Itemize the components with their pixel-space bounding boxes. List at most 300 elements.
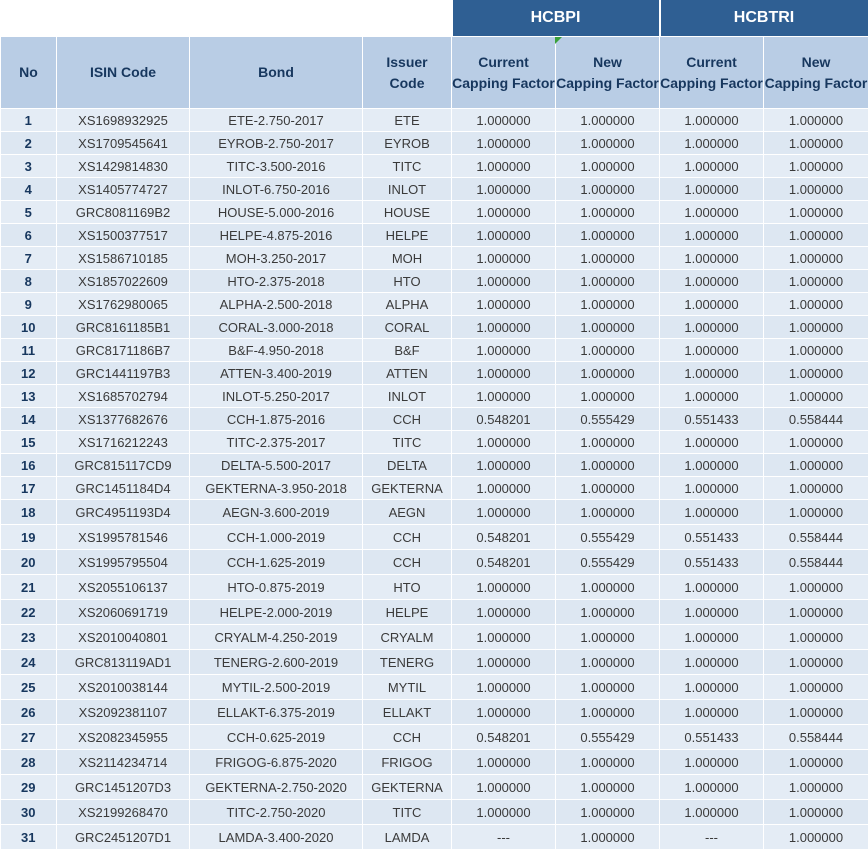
cell-bond[interactable]: CCH-1.625-2019 (190, 550, 363, 575)
cell-issuer[interactable]: AEGN (363, 500, 452, 525)
table-row (1, 625, 868, 650)
cell-isin[interactable]: XS2114234714 (57, 750, 190, 775)
cell-issuer[interactable]: ETE (363, 109, 452, 132)
cell-hcbpi-current[interactable]: 1.000000 (452, 750, 556, 775)
cell-no[interactable]: 28 (1, 750, 57, 775)
cell-hcbpi-new[interactable]: 1.000000 (556, 650, 660, 675)
cell-isin[interactable]: XS1716212243 (57, 431, 190, 454)
col-hcbpi-new-l1: New (593, 54, 622, 70)
cell-no[interactable]: 15 (1, 431, 57, 454)
cell-isin[interactable]: XS2010040801 (57, 625, 190, 650)
cell-bond[interactable]: TITC-2.375-2017 (190, 431, 363, 454)
cell-hcbpi-new[interactable]: 1.000000 (556, 316, 660, 339)
cell-hcbpi-current[interactable]: 1.000000 (452, 454, 556, 477)
cell-hcbtri-new[interactable]: 1.000000 (764, 500, 868, 525)
cell-issuer[interactable]: CRYALM (363, 625, 452, 650)
cell-hcbtri-new[interactable]: 1.000000 (764, 247, 868, 270)
cell-no[interactable]: 5 (1, 201, 57, 224)
cell-isin[interactable]: XS1685702794 (57, 385, 190, 408)
cell-hcbtri-current[interactable]: 0.551433 (660, 550, 764, 575)
cell-hcbpi-current[interactable]: 0.548201 (452, 550, 556, 575)
cell-hcbpi-new[interactable]: 1.000000 (556, 675, 660, 700)
table-row (1, 725, 868, 750)
cell-hcbpi-current[interactable]: 0.548201 (452, 525, 556, 550)
cell-hcbpi-new[interactable]: 1.000000 (556, 155, 660, 178)
cell-bond[interactable]: INLOT-5.250-2017 (190, 385, 363, 408)
cell-hcbpi-new[interactable]: 1.000000 (556, 270, 660, 293)
table-row (1, 525, 868, 550)
cell-hcbtri-new[interactable]: 1.000000 (764, 362, 868, 385)
cell-hcbtri-new[interactable]: 1.000000 (764, 477, 868, 500)
cell-isin[interactable]: GRC1441197B3 (57, 362, 190, 385)
cell-hcbtri-current[interactable]: 0.551433 (660, 525, 764, 550)
cell-bond[interactable]: CCH-1.000-2019 (190, 525, 363, 550)
col-hcbpi-current[interactable] (452, 37, 556, 109)
cell-hcbpi-new[interactable]: 1.000000 (556, 132, 660, 155)
cell-hcbtri-new[interactable]: 0.558444 (764, 525, 868, 550)
table-row (1, 454, 868, 477)
cell-no[interactable]: 10 (1, 316, 57, 339)
cell-no[interactable]: 19 (1, 525, 57, 550)
cell-bond[interactable]: CCH-0.625-2019 (190, 725, 363, 750)
cell-hcbtri-current[interactable]: 1.000000 (660, 362, 764, 385)
cell-hcbpi-current[interactable]: 0.548201 (452, 408, 556, 431)
cell-bond[interactable]: HOUSE-5.000-2016 (190, 201, 363, 224)
cell-hcbpi-new[interactable]: 1.000000 (556, 201, 660, 224)
cell-issuer[interactable]: TENERG (363, 650, 452, 675)
cell-hcbtri-new[interactable]: 1.000000 (764, 675, 868, 700)
cell-hcbpi-current[interactable]: 1.000000 (452, 201, 556, 224)
cell-hcbpi-current[interactable]: 1.000000 (452, 650, 556, 675)
cell-no[interactable]: 9 (1, 293, 57, 316)
cell-isin[interactable]: XS2082345955 (57, 725, 190, 750)
cell-no[interactable]: 17 (1, 477, 57, 500)
cell-hcbpi-new[interactable]: 1.000000 (556, 825, 660, 850)
cell-hcbpi-current[interactable]: 1.000000 (452, 155, 556, 178)
cell-hcbtri-current[interactable]: 1.000000 (660, 625, 764, 650)
cell-hcbtri-new[interactable]: 1.000000 (764, 201, 868, 224)
col-hcbtri-new-l1: New (802, 54, 831, 70)
cell-issuer[interactable]: HTO (363, 575, 452, 600)
cell-hcbtri-new[interactable]: 1.000000 (764, 385, 868, 408)
cell-no[interactable]: 21 (1, 575, 57, 600)
cell-issuer[interactable]: ELLAKT (363, 700, 452, 725)
cell-bond[interactable]: HTO-2.375-2018 (190, 270, 363, 293)
cell-bond[interactable]: CCH-1.875-2016 (190, 408, 363, 431)
cell-hcbpi-new[interactable]: 0.555429 (556, 408, 660, 431)
cell-issuer[interactable]: HELPE (363, 600, 452, 625)
table-row (1, 132, 868, 155)
cell-hcbpi-new[interactable]: 1.000000 (556, 178, 660, 201)
cell-isin[interactable]: XS1857022609 (57, 270, 190, 293)
cell-hcbpi-current[interactable]: 1.000000 (452, 224, 556, 247)
table-row (1, 600, 868, 625)
cell-hcbtri-new[interactable]: 1.000000 (764, 270, 868, 293)
cell-hcbtri-current[interactable]: 1.000000 (660, 178, 764, 201)
cell-hcbtri-new[interactable]: 1.000000 (764, 800, 868, 825)
cell-hcbtri-current[interactable]: 1.000000 (660, 385, 764, 408)
col-hcbpi-current-l1: Current (478, 54, 529, 70)
cell-bond[interactable]: MOH-3.250-2017 (190, 247, 363, 270)
cell-issuer[interactable]: ALPHA (363, 293, 452, 316)
cell-hcbpi-current[interactable]: 1.000000 (452, 316, 556, 339)
cell-hcbtri-current[interactable]: 0.551433 (660, 725, 764, 750)
cell-no[interactable]: 31 (1, 825, 57, 850)
cell-issuer[interactable]: INLOT (363, 385, 452, 408)
col-issuer-l1: Issuer (386, 54, 427, 70)
cell-issuer[interactable]: GEKTERNA (363, 477, 452, 500)
cell-hcbpi-current[interactable]: 0.548201 (452, 725, 556, 750)
cell-isin[interactable]: XS2092381107 (57, 700, 190, 725)
cell-hcbtri-new[interactable]: 1.000000 (764, 431, 868, 454)
cell-no[interactable]: 18 (1, 500, 57, 525)
col-isin[interactable]: ISIN Code (57, 37, 190, 109)
cell-hcbpi-current[interactable]: 1.000000 (452, 575, 556, 600)
table-row (1, 700, 868, 725)
cell-hcbtri-new[interactable]: 1.000000 (764, 625, 868, 650)
cell-hcbtri-new[interactable]: 0.558444 (764, 550, 868, 575)
table-row (1, 224, 868, 247)
cell-isin[interactable]: XS1995795504 (57, 550, 190, 575)
table-row (1, 550, 868, 575)
col-issuer[interactable] (363, 37, 452, 109)
cell-isin[interactable]: GRC2451207D1 (57, 825, 190, 850)
col-hcbtri-current-l1: Current (686, 54, 737, 70)
cell-hcbpi-current[interactable]: --- (452, 825, 556, 850)
cell-hcbtri-current[interactable]: 1.000000 (660, 750, 764, 775)
cell-isin[interactable]: XS2060691719 (57, 600, 190, 625)
cell-hcbpi-current[interactable]: 1.000000 (452, 600, 556, 625)
cell-no[interactable]: 16 (1, 454, 57, 477)
col-hcbtri-current-l2: Capping Factor (660, 75, 763, 91)
cell-issuer[interactable]: HELPE (363, 224, 452, 247)
cell-no[interactable]: 30 (1, 800, 57, 825)
cell-no[interactable]: 2 (1, 132, 57, 155)
cell-bond[interactable]: INLOT-6.750-2016 (190, 178, 363, 201)
cell-bond[interactable]: TITC-3.500-2016 (190, 155, 363, 178)
cell-issuer[interactable]: TITC (363, 800, 452, 825)
cell-bond[interactable]: ATTEN-3.400-2019 (190, 362, 363, 385)
cell-hcbtri-current[interactable]: 1.000000 (660, 600, 764, 625)
cell-bond[interactable]: HELPE-4.875-2016 (190, 224, 363, 247)
cell-hcbtri-current[interactable]: 0.551433 (660, 408, 764, 431)
cell-no[interactable]: 4 (1, 178, 57, 201)
cell-hcbpi-new[interactable]: 1.000000 (556, 109, 660, 132)
cell-issuer[interactable]: FRIGOG (363, 750, 452, 775)
group-hcbtri: HCBTRI (660, 0, 868, 37)
cell-isin[interactable]: XS1709545641 (57, 132, 190, 155)
cell-issuer[interactable]: LAMDA (363, 825, 452, 850)
col-hcbpi-new[interactable] (556, 37, 660, 109)
group-hcbpi: HCBPI (452, 0, 660, 37)
cell-hcbtri-current[interactable]: 1.000000 (660, 339, 764, 362)
table-row (1, 339, 868, 362)
table-row (1, 800, 868, 825)
cell-hcbpi-current[interactable]: 1.000000 (452, 109, 556, 132)
cell-hcbtri-current[interactable]: 1.000000 (660, 454, 764, 477)
cell-hcbtri-current[interactable]: 1.000000 (660, 293, 764, 316)
cell-no[interactable]: 13 (1, 385, 57, 408)
cell-no[interactable]: 12 (1, 362, 57, 385)
cell-issuer[interactable]: HTO (363, 270, 452, 293)
cell-hcbpi-new[interactable]: 1.000000 (556, 800, 660, 825)
table-row (1, 775, 868, 800)
cell-hcbtri-new[interactable]: 1.000000 (764, 109, 868, 132)
cell-isin[interactable]: GRC8161185B1 (57, 316, 190, 339)
cell-hcbtri-new[interactable]: 1.000000 (764, 600, 868, 625)
cell-bond[interactable]: ETE-2.750-2017 (190, 109, 363, 132)
cell-hcbpi-new[interactable]: 0.555429 (556, 525, 660, 550)
cell-bond[interactable]: TITC-2.750-2020 (190, 800, 363, 825)
cell-hcbtri-current[interactable]: 1.000000 (660, 775, 764, 800)
col-issuer-l2: Code (390, 75, 425, 91)
cell-hcbpi-current[interactable]: 1.000000 (452, 500, 556, 525)
cell-hcbpi-new[interactable]: 1.000000 (556, 775, 660, 800)
cell-hcbtri-current[interactable]: 1.000000 (660, 675, 764, 700)
cell-isin[interactable]: XS1500377517 (57, 224, 190, 247)
group-header-row (1, 0, 868, 37)
col-no[interactable]: No (1, 37, 57, 109)
cell-hcbtri-new[interactable]: 1.000000 (764, 775, 868, 800)
cell-issuer[interactable]: CCH (363, 725, 452, 750)
cell-no[interactable]: 26 (1, 700, 57, 725)
cell-no[interactable]: 22 (1, 600, 57, 625)
cell-hcbpi-new[interactable]: 1.000000 (556, 625, 660, 650)
cell-hcbpi-new[interactable]: 1.000000 (556, 385, 660, 408)
cell-issuer[interactable]: TITC (363, 155, 452, 178)
cell-bond[interactable]: LAMDA-3.400-2020 (190, 825, 363, 850)
table-row (1, 750, 868, 775)
cell-comment-marker (555, 37, 562, 44)
cell-no[interactable]: 7 (1, 247, 57, 270)
cell-bond[interactable]: HTO-0.875-2019 (190, 575, 363, 600)
cell-isin[interactable]: XS1405774727 (57, 178, 190, 201)
cell-hcbtri-current[interactable]: 1.000000 (660, 270, 764, 293)
cell-isin[interactable]: GRC1451207D3 (57, 775, 190, 800)
cell-issuer[interactable]: EYROB (363, 132, 452, 155)
cell-hcbpi-current[interactable]: 1.000000 (452, 431, 556, 454)
cell-hcbpi-new[interactable]: 1.000000 (556, 600, 660, 625)
cell-hcbtri-new[interactable]: 1.000000 (764, 825, 868, 850)
cell-bond[interactable]: ALPHA-2.500-2018 (190, 293, 363, 316)
cell-issuer[interactable]: ATTEN (363, 362, 452, 385)
cell-hcbtri-current[interactable]: 1.000000 (660, 224, 764, 247)
cell-isin[interactable]: GRC4951193D4 (57, 500, 190, 525)
cell-hcbpi-current[interactable]: 1.000000 (452, 339, 556, 362)
cell-no[interactable]: 6 (1, 224, 57, 247)
table-row (1, 675, 868, 700)
cell-hcbpi-current[interactable]: 1.000000 (452, 775, 556, 800)
cell-hcbpi-current[interactable]: 1.000000 (452, 800, 556, 825)
cell-hcbpi-current[interactable]: 1.000000 (452, 675, 556, 700)
table-body (1, 109, 868, 850)
cell-hcbpi-new[interactable]: 1.000000 (556, 293, 660, 316)
cell-isin[interactable]: XS1377682676 (57, 408, 190, 431)
cell-hcbtri-current[interactable]: 1.000000 (660, 500, 764, 525)
cell-hcbtri-new[interactable]: 1.000000 (764, 339, 868, 362)
cell-issuer[interactable]: INLOT (363, 178, 452, 201)
cell-bond[interactable]: AEGN-3.600-2019 (190, 500, 363, 525)
cell-hcbtri-new[interactable]: 1.000000 (764, 316, 868, 339)
cell-bond[interactable]: FRIGOG-6.875-2020 (190, 750, 363, 775)
cell-hcbtri-current[interactable]: 1.000000 (660, 316, 764, 339)
cell-no[interactable]: 11 (1, 339, 57, 362)
cell-hcbpi-current[interactable]: 1.000000 (452, 270, 556, 293)
cell-hcbtri-new[interactable]: 0.558444 (764, 408, 868, 431)
cell-issuer[interactable]: MOH (363, 247, 452, 270)
cell-issuer[interactable]: CCH (363, 525, 452, 550)
cell-hcbtri-current[interactable]: 1.000000 (660, 132, 764, 155)
cell-hcbpi-new[interactable]: 1.000000 (556, 500, 660, 525)
cell-no[interactable]: 1 (1, 109, 57, 132)
cell-isin[interactable]: GRC8081169B2 (57, 201, 190, 224)
cell-issuer[interactable]: HOUSE (363, 201, 452, 224)
cell-issuer[interactable]: CCH (363, 550, 452, 575)
col-hcbtri-new[interactable] (764, 37, 868, 109)
table-row (1, 362, 868, 385)
cell-isin[interactable]: XS2199268470 (57, 800, 190, 825)
cell-hcbtri-current[interactable]: 1.000000 (660, 431, 764, 454)
cell-bond[interactable]: MYTIL-2.500-2019 (190, 675, 363, 700)
cell-isin[interactable]: XS1698932925 (57, 109, 190, 132)
cell-hcbtri-new[interactable]: 1.000000 (764, 155, 868, 178)
cell-issuer[interactable]: MYTIL (363, 675, 452, 700)
table-row (1, 477, 868, 500)
cell-isin[interactable]: XS1762980065 (57, 293, 190, 316)
cell-hcbpi-new[interactable]: 1.000000 (556, 750, 660, 775)
table-row (1, 247, 868, 270)
cell-hcbpi-current[interactable]: 1.000000 (452, 362, 556, 385)
cell-no[interactable]: 8 (1, 270, 57, 293)
cell-hcbpi-new[interactable]: 0.555429 (556, 725, 660, 750)
cell-hcbtri-new[interactable]: 1.000000 (764, 750, 868, 775)
cell-hcbtri-new[interactable]: 1.000000 (764, 293, 868, 316)
cell-hcbpi-new[interactable]: 1.000000 (556, 247, 660, 270)
col-bond[interactable]: Bond (190, 37, 363, 109)
cell-hcbtri-new[interactable]: 1.000000 (764, 224, 868, 247)
cell-hcbtri-current[interactable]: 1.000000 (660, 700, 764, 725)
cell-issuer[interactable]: CORAL (363, 316, 452, 339)
table-row (1, 431, 868, 454)
table-row (1, 500, 868, 525)
cell-hcbpi-current[interactable]: 1.000000 (452, 132, 556, 155)
cell-hcbpi-new[interactable]: 1.000000 (556, 224, 660, 247)
cell-hcbpi-current[interactable]: 1.000000 (452, 178, 556, 201)
cell-isin[interactable]: XS2010038144 (57, 675, 190, 700)
table-row (1, 270, 868, 293)
col-hcbtri-current[interactable] (660, 37, 764, 109)
table-row (1, 385, 868, 408)
cell-hcbtri-current[interactable]: 1.000000 (660, 650, 764, 675)
cell-hcbtri-current[interactable]: 1.000000 (660, 247, 764, 270)
cell-no[interactable]: 24 (1, 650, 57, 675)
cell-issuer[interactable]: DELTA (363, 454, 452, 477)
table-row (1, 575, 868, 600)
cell-no[interactable]: 29 (1, 775, 57, 800)
cell-isin[interactable]: XS1586710185 (57, 247, 190, 270)
column-header-row (1, 37, 868, 109)
table-row (1, 316, 868, 339)
cell-issuer[interactable]: TITC (363, 431, 452, 454)
cell-hcbtri-new[interactable]: 1.000000 (764, 178, 868, 201)
cell-hcbtri-new[interactable]: 1.000000 (764, 700, 868, 725)
cell-issuer[interactable]: B&F (363, 339, 452, 362)
table-row (1, 155, 868, 178)
cell-bond[interactable]: CORAL-3.000-2018 (190, 316, 363, 339)
table-row (1, 109, 868, 132)
cell-isin[interactable]: XS1429814830 (57, 155, 190, 178)
cell-hcbpi-new[interactable]: 1.000000 (556, 477, 660, 500)
cell-bond[interactable]: HELPE-2.000-2019 (190, 600, 363, 625)
cell-hcbpi-current[interactable]: 1.000000 (452, 625, 556, 650)
cell-isin[interactable]: XS2055106137 (57, 575, 190, 600)
cell-bond[interactable]: B&F-4.950-2018 (190, 339, 363, 362)
cell-no[interactable]: 25 (1, 675, 57, 700)
cell-issuer[interactable]: GEKTERNA (363, 775, 452, 800)
cell-bond[interactable]: ELLAKT-6.375-2019 (190, 700, 363, 725)
cell-hcbtri-new[interactable]: 0.558444 (764, 725, 868, 750)
cell-hcbtri-current[interactable]: --- (660, 825, 764, 850)
cell-bond[interactable]: EYROB-2.750-2017 (190, 132, 363, 155)
cell-hcbtri-new[interactable]: 1.000000 (764, 650, 868, 675)
cell-isin[interactable]: XS1995781546 (57, 525, 190, 550)
cell-bond[interactable]: GEKTERNA-2.750-2020 (190, 775, 363, 800)
cell-bond[interactable]: CRYALM-4.250-2019 (190, 625, 363, 650)
blank-header (1, 0, 452, 37)
table-row (1, 201, 868, 224)
cell-hcbpi-current[interactable]: 1.000000 (452, 385, 556, 408)
cell-bond[interactable]: DELTA-5.500-2017 (190, 454, 363, 477)
cell-hcbtri-current[interactable]: 1.000000 (660, 201, 764, 224)
cell-hcbpi-current[interactable]: 1.000000 (452, 700, 556, 725)
cell-hcbpi-new[interactable]: 1.000000 (556, 362, 660, 385)
cell-hcbpi-current[interactable]: 1.000000 (452, 247, 556, 270)
cell-hcbpi-current[interactable]: 1.000000 (452, 477, 556, 500)
cell-no[interactable]: 20 (1, 550, 57, 575)
cell-hcbtri-new[interactable]: 1.000000 (764, 454, 868, 477)
cell-no[interactable]: 23 (1, 625, 57, 650)
table-row (1, 178, 868, 201)
cell-hcbpi-new[interactable]: 1.000000 (556, 431, 660, 454)
cell-hcbtri-current[interactable]: 1.000000 (660, 155, 764, 178)
cell-isin[interactable]: GRC1451184D4 (57, 477, 190, 500)
cell-no[interactable]: 3 (1, 155, 57, 178)
cell-bond[interactable]: GEKTERNA-3.950-2018 (190, 477, 363, 500)
cell-hcbtri-current[interactable]: 1.000000 (660, 800, 764, 825)
col-hcbpi-new-l2: Capping Factor (556, 75, 659, 91)
col-hcbpi-current-l2: Capping Factor (452, 75, 555, 91)
cell-no[interactable]: 27 (1, 725, 57, 750)
cell-issuer[interactable]: CCH (363, 408, 452, 431)
cell-isin[interactable]: GRC813119AD1 (57, 650, 190, 675)
table-row (1, 650, 868, 675)
cell-hcbtri-new[interactable]: 1.000000 (764, 132, 868, 155)
cell-hcbtri-new[interactable]: 1.000000 (764, 575, 868, 600)
cell-hcbtri-current[interactable]: 1.000000 (660, 575, 764, 600)
cell-hcbpi-new[interactable]: 1.000000 (556, 575, 660, 600)
cell-hcbtri-current[interactable]: 1.000000 (660, 477, 764, 500)
cell-hcbtri-current[interactable]: 1.000000 (660, 109, 764, 132)
cell-hcbpi-new[interactable]: 0.555429 (556, 550, 660, 575)
cell-isin[interactable]: GRC8171186B7 (57, 339, 190, 362)
cell-bond[interactable]: TENERG-2.600-2019 (190, 650, 363, 675)
cell-hcbpi-current[interactable]: 1.000000 (452, 293, 556, 316)
cell-hcbpi-new[interactable]: 1.000000 (556, 700, 660, 725)
cell-hcbpi-new[interactable]: 1.000000 (556, 454, 660, 477)
cell-no[interactable]: 14 (1, 408, 57, 431)
cell-hcbpi-new[interactable]: 1.000000 (556, 339, 660, 362)
cell-isin[interactable]: GRC815117CD9 (57, 454, 190, 477)
